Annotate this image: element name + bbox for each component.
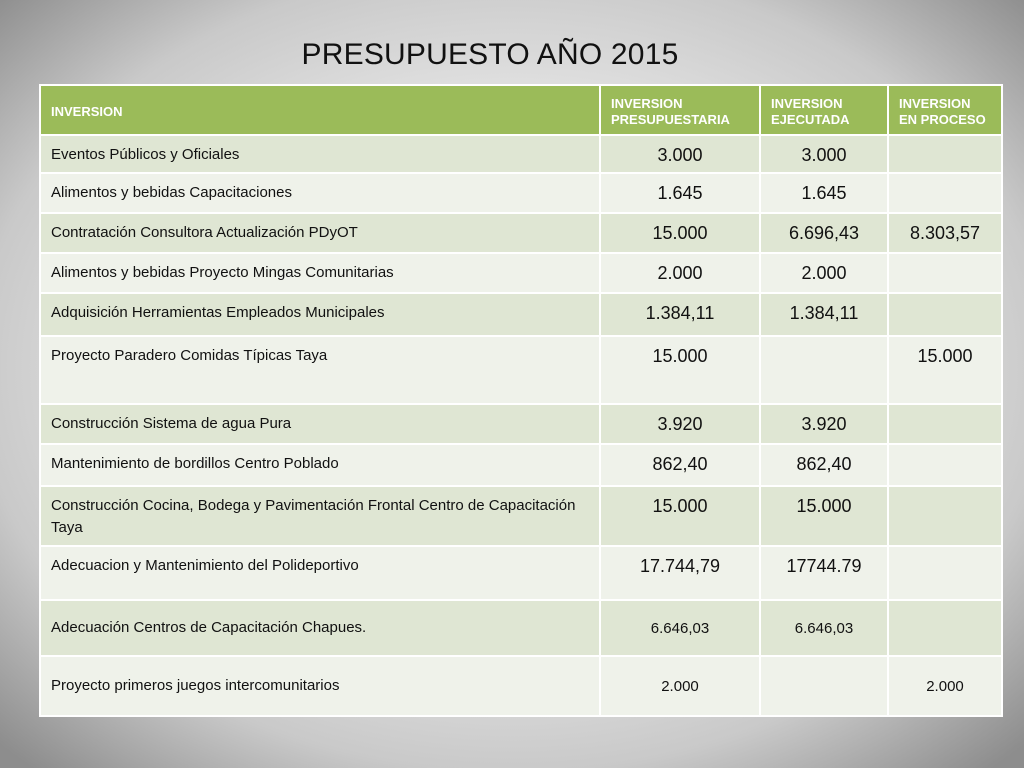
row-presupuestaria: 2.000 [600,253,760,293]
row-presupuestaria: 2.000 [600,656,760,716]
row-proceso [888,546,1002,600]
row-presupuestaria: 15.000 [600,336,760,404]
row-ejecutada: 17744.79 [760,546,888,600]
row-proceso [888,253,1002,293]
row-proceso: 15.000 [888,336,1002,404]
header-inversion-ejecutada: INVERSION EJECUTADA [760,85,888,135]
table-row [40,336,1002,404]
row-ejecutada: 862,40 [760,444,888,486]
header-inversion: INVERSION [40,85,600,135]
row-ejecutada: 2.000 [760,253,888,293]
row-ejecutada [760,656,888,716]
row-concept: Construcción Sistema de agua Pura [40,404,600,444]
table-row [40,444,1002,486]
budget-table [39,84,1003,717]
row-concept: Construcción Cocina, Bodega y Pavimentación Frontal Centro de Capacitación Taya [40,486,600,546]
row-proceso [888,293,1002,336]
row-presupuestaria: 17.744,79 [600,546,760,600]
row-presupuestaria: 6.646,03 [600,600,760,656]
row-presupuestaria: 3.000 [600,135,760,173]
row-proceso [888,173,1002,213]
row-presupuestaria: 1.645 [600,173,760,213]
table-row [40,546,1002,600]
row-proceso [888,486,1002,546]
table-row [40,404,1002,444]
row-proceso [888,135,1002,173]
table-header-row [40,85,1002,135]
row-concept: Proyecto Paradero Comidas Típicas Taya [40,336,600,404]
table-row [40,213,1002,253]
row-proceso: 2.000 [888,656,1002,716]
row-ejecutada: 3.920 [760,404,888,444]
row-ejecutada: 1.645 [760,173,888,213]
row-presupuestaria: 1.384,11 [600,293,760,336]
row-presupuestaria: 862,40 [600,444,760,486]
row-presupuestaria: 15.000 [600,213,760,253]
table-row [40,253,1002,293]
row-proceso: 8.303,57 [888,213,1002,253]
row-concept: Eventos Públicos y Oficiales [40,135,600,173]
row-presupuestaria: 3.920 [600,404,760,444]
table-row [40,293,1002,336]
row-concept: Adecuación Centros de Capacitación Chapues. [40,600,600,656]
row-proceso [888,600,1002,656]
header-inversion-en-proceso: INVERSION EN PROCESO [888,85,1002,135]
table-row [40,173,1002,213]
table-row [40,135,1002,173]
row-ejecutada [760,336,888,404]
row-concept: Contratación Consultora Actualización PDyOT [40,213,600,253]
table-row [40,656,1002,716]
row-ejecutada: 6.646,03 [760,600,888,656]
table-row [40,486,1002,546]
table-row [40,600,1002,656]
row-ejecutada: 1.384,11 [760,293,888,336]
row-concept: Adecuacion y Mantenimiento del Polideportivo [40,546,600,600]
row-ejecutada: 3.000 [760,135,888,173]
slide-title: PRESUPUESTO AÑO 2015 [301,38,679,71]
row-proceso [888,444,1002,486]
row-ejecutada: 15.000 [760,486,888,546]
row-presupuestaria: 15.000 [600,486,760,546]
row-concept: Adquisición Herramientas Empleados Municipales [40,293,600,336]
row-ejecutada: 6.696,43 [760,213,888,253]
header-inversion-presupuestaria: INVERSION PRESUPUESTARIA [600,85,760,135]
row-proceso [888,404,1002,444]
row-concept: Alimentos y bebidas Proyecto Mingas Comunitarias [40,253,600,293]
row-concept: Alimentos y bebidas Capacitaciones [40,173,600,213]
row-concept: Mantenimiento de bordillos Centro Poblado [40,444,600,486]
row-concept: Proyecto primeros juegos intercomunitarios [40,656,600,716]
